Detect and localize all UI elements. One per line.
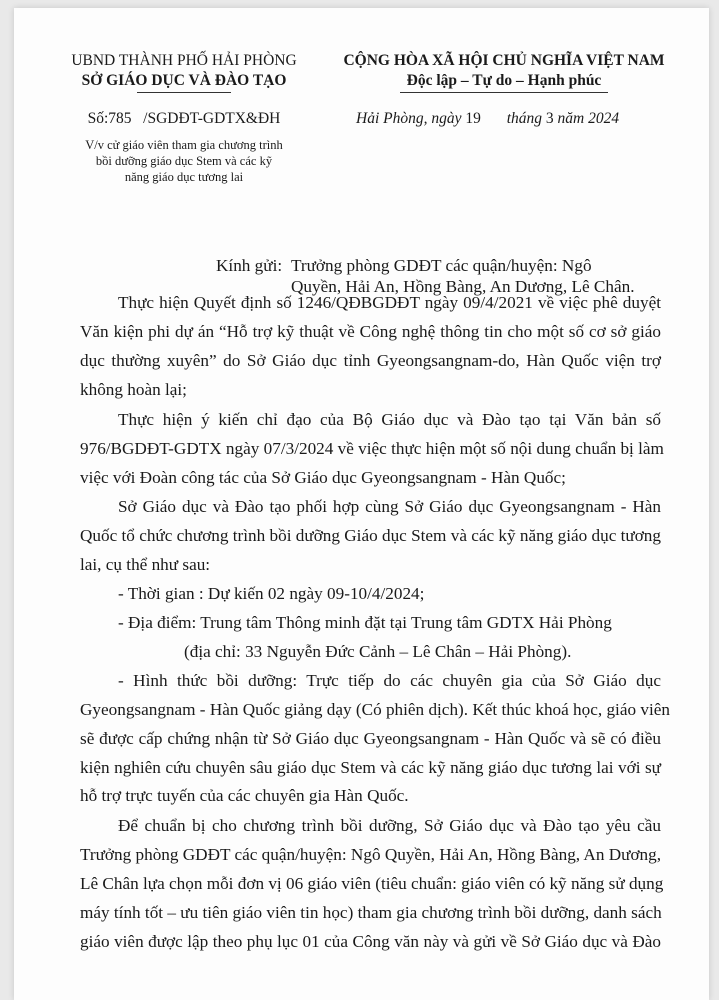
body-line: Thực hiện ý kiến chỉ đạo của Bộ Giáo dục và Đào tạo tại Văn bản số [118,410,661,429]
agency-parent: UBND THÀNH PHỐ HẢI PHÒNG [71,52,297,69]
document-number: Số:785 /SGDĐT-GDTX&ĐH [87,110,281,127]
body-line: - Thời gian : Dự kiến 02 ngày 09-10/4/2024; [118,584,425,603]
subject [64,137,304,185]
body-line: (địa chỉ: 33 Nguyễn Đức Cảnh – Lê Chân – Hải Phòng). [184,642,572,661]
agency-name: SỞ GIÁO DỤC VÀ ĐÀO TẠO [81,72,287,89]
body-line: Thực hiện Quyết định số 1246/QĐBGDĐT ngày 09/4/2021 về việc phê duyệt [118,293,661,312]
nation-title: CỘNG HÒA XÃ HỘI CHỦ NGHĨA VIỆT NAM [343,52,665,69]
date-month: 3 [545,110,554,127]
body-line: Trưởng phòng GDĐT các quận/huyện: Ngô Quyền, Hải An, Hồng Bàng, An Dương, [80,845,662,864]
body-line: - Địa điểm: Trung tâm Thông minh đặt tại Trung tâm GDTX Hải Phòng [118,613,612,632]
body-line: 976/BGDĐT-GDTX ngày 07/3/2024 về việc thực hiện một số nội dung chuẩn bị làm [80,439,664,458]
subject-line: năng giáo dục tương lai [124,170,244,184]
body-line: máy tính tốt – ưu tiên giáo viên tin học) tham gia chương trình bồi dưỡng, danh sách [80,903,662,922]
body-line: - Hình thức bồi dưỡng: Trực tiếp do các chuyên gia của Sở Giáo dục [118,671,661,690]
body-line: Quốc tổ chức chương trình bồi dưỡng Giáo dục Stem và các kỹ năng giáo dục tương [80,526,661,545]
recipient-label: Kính gửi: [216,256,283,275]
date-line [356,110,619,128]
body-line: Gyeongsangnam - Hàn Quốc giảng dạy (Có phiên dịch). Kết thúc khoá học, giáo viên [80,700,670,719]
body-line: Sở Giáo dục và Đào tạo phối hợp cùng Sở Giáo dục Gyeongsangnam - Hàn [118,497,661,516]
document-page [14,8,709,1000]
body-line: kiện nghiên cứu chuyên sâu giáo dục Stem và các kỹ năng giáo dục tương lai với sự [80,758,661,777]
body-line: hỗ trợ trực tuyến của các chuyên gia Hàn Quốc. [80,786,409,805]
body-line: không hoàn lại; [80,380,187,399]
agency-underline [137,92,231,93]
body-line: Để chuẩn bị cho chương trình bồi dưỡng, Sở Giáo dục và Đào tạo yêu cầu [118,816,661,835]
date-month-label: tháng [506,110,543,127]
body-line: việc với Đoàn công tác của Sở Giáo dục Gyeongsangnam - Hàn Quốc; [80,468,566,487]
body-line: giáo viên được lập theo phụ lục 01 của Công văn này và gửi về Sở Giáo dục và Đào [80,932,661,951]
body-line: sẽ được cấp chứng nhận từ Sở Giáo dục Gyeongsangnam - Hàn Quốc và sẽ có điều [80,729,661,748]
body-line: dục thường xuyên” do Sở Giáo dục tỉnh Gyeongsangnam-do, Hàn Quốc viện trợ [80,351,661,370]
body-line: Văn kiện phi dự án “Hỗ trợ kỹ thuật về Công nghệ thông tin cho một số cơ sở giáo [80,322,661,341]
recipient-line: Trưởng phòng GDĐT các quận/huyện: Ngô [291,256,592,275]
recipient-line: Quyền, Hải An, Hồng Bàng, An Dương, Lê Chân. [291,277,635,296]
body-line: Lê Chân lựa chọn mỗi đơn vị 06 giáo viên (tiêu chuẩn: giáo viên có kỹ năng sử dụng [80,874,664,893]
motto-underline [400,92,608,93]
date-day: 19 [465,110,481,127]
body-line: lai, cụ thể như sau: [80,555,211,574]
subject-line: bồi dưỡng giáo dục Stem và các kỹ [95,154,273,168]
motto: Độc lập – Tự do – Hạnh phúc [406,72,602,89]
date-place: Hải Phòng, ngày [356,110,462,127]
date-year: năm 2024 [557,110,620,127]
subject-line: V/v cử giáo viên tham gia chương trình [85,138,283,152]
